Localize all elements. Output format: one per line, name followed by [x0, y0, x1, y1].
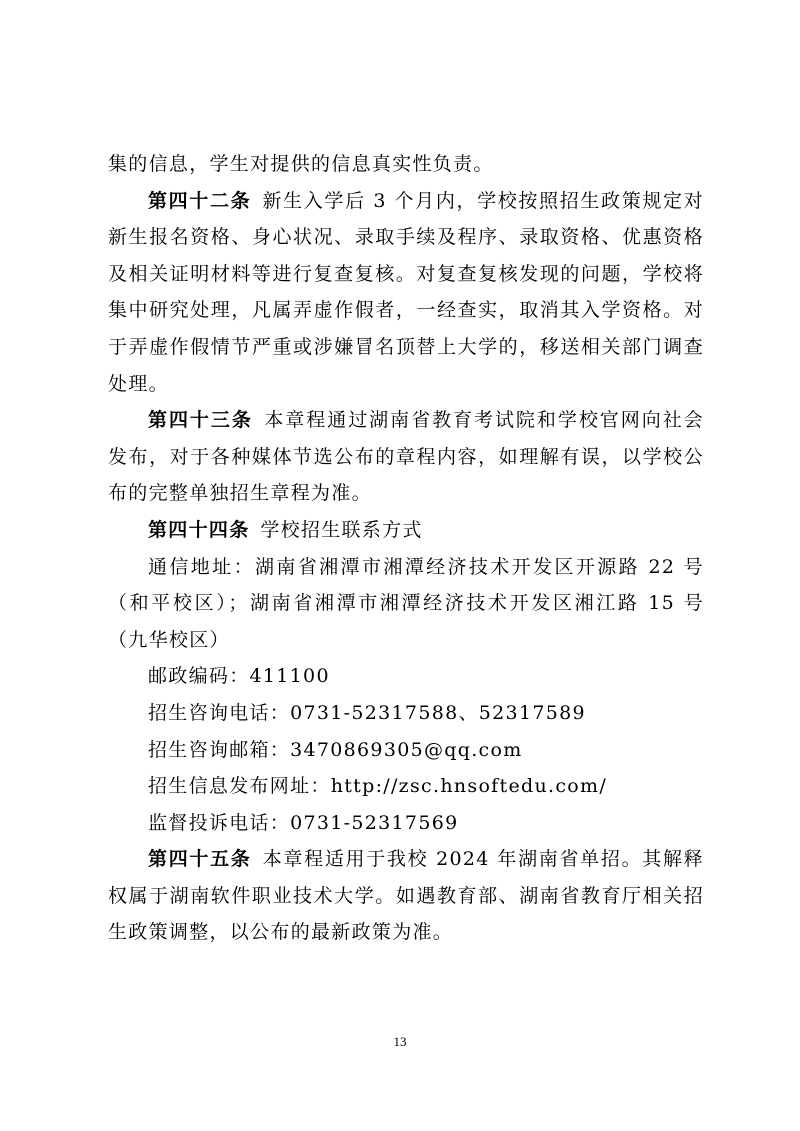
- paragraph-text: 集的信息，学生对提供的信息真实性负责。: [108, 153, 494, 175]
- article-heading: 第四十四条: [148, 518, 250, 541]
- paragraph-text: 通信地址：湖南省湘潭市湘潭经济技术开发区开源路 22 号（和平校区）；湖南省湘潭市湘潭经济技术开发区湘江路 15 号（九华校区）: [108, 555, 704, 651]
- paragraph-text: 新生入学后 3 个月内，学校按照招生政策规定对新生报名资格、身心状况、录取手续及程序、录取资格、优惠资格及相关证明材料等进行复查复核。对复查复核发现的问题，学校将集中研究处理，凡属弄虚作假者，一经查实，取消其入学资格。对于弄虚作假情节严重或涉嫌冒名顶替上大学的，移送相关部门调查处理。: [108, 189, 704, 395]
- document-body: [108, 146, 704, 951]
- contact-postcode: [108, 658, 704, 695]
- article-heading: 第四十三条: [148, 409, 253, 432]
- article-heading: 第四十五条: [148, 848, 252, 871]
- paragraph-text: 本章程适用于我校 2024 年湖南省单招。其解释权属于湖南软件职业技术大学。如遇教育部、湖南省教育厅相关招生政策调整，以公布的最新政策为准。: [108, 848, 704, 944]
- article-42: [108, 183, 704, 403]
- contact-address: [108, 549, 704, 659]
- paragraph-text: 招生信息发布网址：http://zsc.hnsoftedu.com/: [148, 775, 608, 798]
- article-45: [108, 841, 704, 951]
- paragraph-text: 邮政编码：411100: [148, 665, 330, 688]
- article-44: [108, 512, 704, 549]
- article-heading: 第四十二条: [148, 189, 252, 212]
- contact-complaint-phone: [108, 805, 704, 842]
- paragraph-text: 招生咨询邮箱：3470869305@qq.com: [148, 738, 523, 761]
- paragraph-text: 监督投诉电话：0731-52317569: [148, 811, 459, 834]
- paragraph-text: 本章程通过湖南省教育考试院和学校官网向社会发布，对于各种媒体节选公布的章程内容，如理解有误，以学校公布的完整单独招生章程为准。: [108, 409, 704, 505]
- paragraph-text: 学校招生联系方式: [260, 518, 423, 541]
- contact-phone: [108, 695, 704, 732]
- contact-email: [108, 732, 704, 769]
- page-number: 13: [393, 1034, 407, 1049]
- paragraph-continuation: [108, 146, 704, 183]
- article-43: [108, 402, 704, 512]
- contact-website: [108, 768, 704, 805]
- paragraph-text: 招生咨询电话：0731-52317588、52317589: [148, 701, 586, 724]
